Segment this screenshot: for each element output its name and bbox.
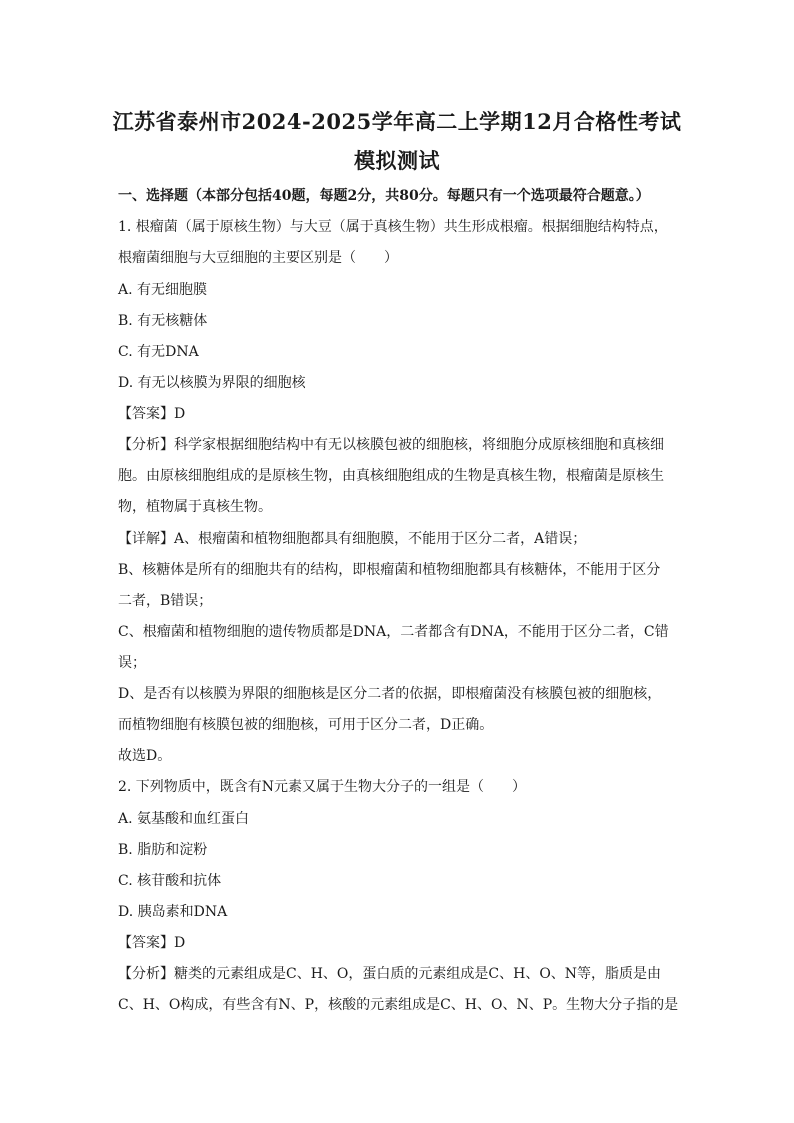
question-2-option-d: D. 胰岛素和DNA [118, 904, 228, 920]
question-1-detail-c-cont: 误； [118, 655, 146, 671]
question-1-detail-b-cont: 二者，B错误； [118, 593, 213, 609]
question-1-stem: 1. 根瘤菌（属于原核生物）与大豆（属于真核生物）共生形成根瘤。根据细胞结构特点， [118, 219, 668, 235]
question-2-analysis-2: C、H、O构成，有些含有N、P，核酸的元素组成是C、H、O、N、P。生物大分子指的是 [118, 997, 679, 1013]
question-2-stem: 2. 下列物质中，既含有N元素又属于生物大分子的一组是（ ） [118, 779, 527, 795]
question-1-option-a: A. 有无细胞膜 [118, 282, 208, 298]
question-1-option-c: C. 有无DNA [118, 344, 199, 360]
document-title-line-1: 江苏省泰州市2024-2025学年高二上学期12月合格性考试 [112, 109, 682, 134]
question-1-analysis-1: 【分析】科学家根据细胞结构中有无以核膜包被的细胞核，将细胞分成原核细胞和真核细 [118, 437, 664, 453]
document-title-line-2: 模拟测试 [354, 148, 440, 173]
question-1-detail-d-cont: 而植物细胞有核膜包被的细胞核，可用于区分二者，D正确。 [118, 717, 494, 733]
question-1-answer: 【答案】D [118, 406, 186, 422]
question-1-detail-b: B、核糖体是所有的细胞共有的结构，即根瘤菌和植物细胞都具有核糖体，不能用于区分 [118, 562, 661, 578]
question-1-analysis-2: 胞。由原核细胞组成的是原核生物，由真核细胞组成的生物是真核生物，根瘤菌是原核生 [118, 468, 664, 484]
question-1-analysis-3: 物，植物属于真核生物。 [118, 499, 272, 515]
question-1-conclusion: 故选D。 [118, 748, 172, 764]
question-2-answer: 【答案】D [118, 935, 186, 951]
question-1-stem-cont: 根瘤菌细胞与大豆细胞的主要区别是（ ） [118, 250, 398, 266]
question-1-detail-d: D、是否有以核膜为界限的细胞核是区分二者的依据，即根瘤菌没有核膜包被的细胞核， [118, 686, 662, 702]
question-2-option-c: C. 核苷酸和抗体 [118, 873, 222, 889]
question-1-detail-c: C、根瘤菌和植物细胞的遗传物质都是DNA，二者都含有DNA，不能用于区分二者，C错 [118, 624, 669, 640]
question-2-analysis-1: 【分析】糖类的元素组成是C、H、O，蛋白质的元素组成是C、H、O、N等，脂质是由 [118, 966, 662, 982]
question-1-detail-a: 【详解】A、根瘤菌和植物细胞都具有细胞膜，不能用于区分二者，A错误； [118, 531, 587, 547]
question-2-option-a: A. 氨基酸和血红蛋白 [118, 811, 250, 827]
question-1-option-d: D. 有无以核膜为界限的细胞核 [118, 375, 306, 391]
question-2-option-b: B. 脂肪和淀粉 [118, 842, 208, 858]
section-heading: 一、选择题（本部分包括40题，每题2分，共80分。每题只有一个选项最符合题意。） [118, 188, 650, 204]
question-1-option-b: B. 有无核糖体 [118, 313, 208, 329]
